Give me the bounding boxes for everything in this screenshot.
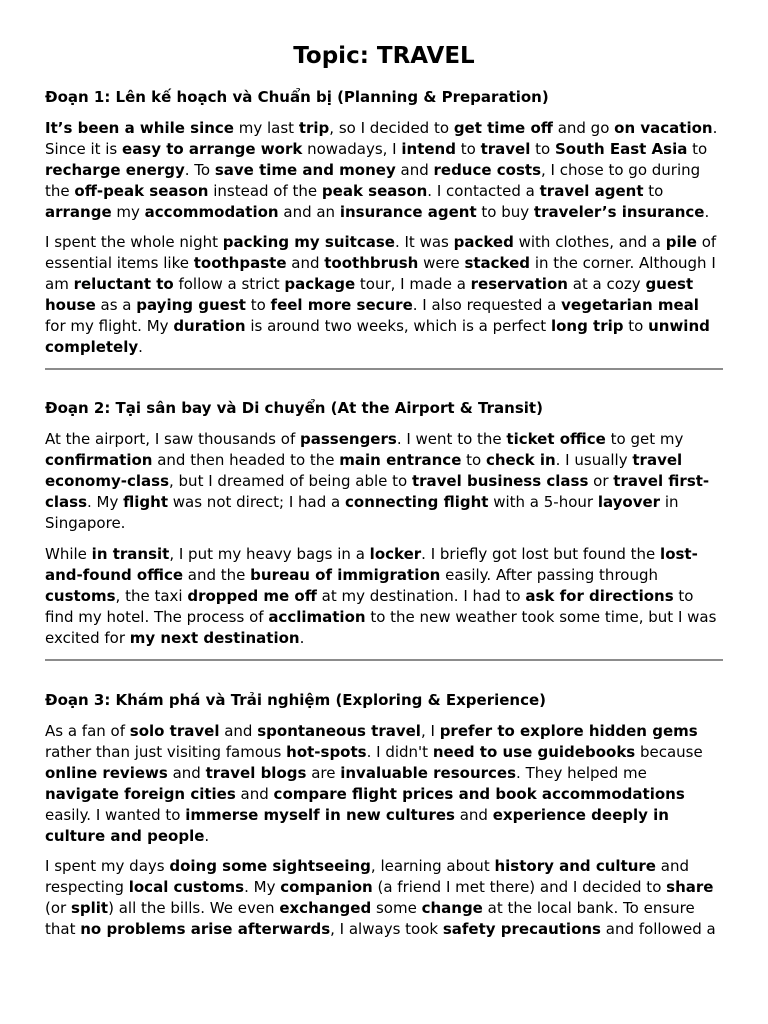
bold-term: travel first-class	[45, 472, 710, 511]
text-run: and	[235, 785, 274, 803]
bold-term: navigate foreign cities	[45, 785, 236, 803]
bold-term: peak season	[321, 182, 428, 200]
bold-term: my next destination	[129, 629, 300, 647]
bold-term: bureau of immigration	[250, 566, 441, 584]
bold-term: customs	[45, 587, 116, 605]
bold-term: lost-and-found office	[45, 545, 698, 584]
text-run: . I briefly got lost but found the	[421, 545, 661, 563]
bold-term: ask for directions	[525, 587, 674, 605]
text-run: of essential items like	[45, 233, 717, 272]
text-run: and followed a	[601, 920, 716, 938]
bold-term: paying guest	[136, 296, 246, 314]
text-run: in the corner. Although I am	[45, 254, 716, 293]
bold-term: travel agent	[539, 182, 644, 200]
text-run: . I didn't	[366, 743, 433, 761]
bold-term: off-peak season	[74, 182, 209, 200]
bold-term: travel business class	[411, 472, 589, 490]
section-divider	[45, 659, 723, 661]
text-run: to	[461, 451, 486, 469]
section-3	[45, 690, 723, 711]
bold-term: change	[421, 899, 483, 917]
bold-term: ticket office	[506, 430, 606, 448]
bold-term: local customs	[128, 878, 245, 896]
section-1-paragraph-2	[45, 232, 723, 358]
bold-term: save time and money	[214, 161, 396, 179]
section-3-paragraph-1	[45, 721, 723, 847]
bold-term: packing my suitcase	[222, 233, 395, 251]
bold-term: feel more secure	[270, 296, 413, 314]
bold-term: in transit	[91, 545, 170, 563]
bold-term: packed	[453, 233, 514, 251]
text-run: easily. I wanted to	[45, 806, 186, 824]
bold-term: main entrance	[339, 451, 462, 469]
text-run: I spent my days	[45, 857, 170, 875]
bold-term: duration	[173, 317, 246, 335]
text-run: instead of the	[208, 182, 322, 200]
bold-term: doing some sightseeing	[169, 857, 371, 875]
text-run: to	[455, 140, 481, 158]
bold-term: pile	[665, 233, 697, 251]
bold-term: solo travel	[129, 722, 220, 740]
text-run: to get my	[605, 430, 684, 448]
bold-term: get time off	[453, 119, 553, 137]
section-2-paragraph-1	[45, 429, 723, 534]
paragraph	[45, 232, 723, 358]
text-run: . It was	[394, 233, 454, 251]
bold-term: exchanged	[279, 899, 372, 917]
section-heading: Đoạn 3: Khám phá và Trải nghiệm (Exploring & Experience)	[45, 691, 547, 709]
bold-term: dropped me off	[187, 587, 317, 605]
bold-term: travel economy-class	[45, 451, 683, 490]
text-run: and	[167, 764, 206, 782]
text-run: to	[687, 140, 708, 158]
section-1-paragraph-1	[45, 118, 723, 223]
text-run: for my flight. My	[45, 317, 174, 335]
bold-term: online reviews	[45, 764, 168, 782]
bold-term: experience deeply in culture and people	[45, 806, 669, 845]
bold-term: immerse myself in new cultures	[185, 806, 455, 824]
text-run: , learning about	[370, 857, 495, 875]
text-run: and then headed to the	[152, 451, 340, 469]
text-run: and	[395, 161, 434, 179]
bold-term: connecting flight	[345, 493, 489, 511]
paragraph	[45, 856, 723, 940]
section-heading: Đoạn 1: Lên kế hoạch và Chuẩn bị (Planning & Preparation)	[45, 88, 549, 106]
bold-term: reservation	[470, 275, 568, 293]
text-run: , I always took	[330, 920, 443, 938]
section-divider	[45, 368, 723, 370]
text-run: my	[111, 203, 145, 221]
text-run: (or	[45, 899, 71, 917]
text-run: . To	[184, 161, 215, 179]
text-run: to find my hotel. The process of	[45, 587, 694, 626]
text-run: While	[45, 545, 92, 563]
bold-term: trip	[298, 119, 330, 137]
bold-term: intend	[401, 140, 456, 158]
bold-term: package	[284, 275, 356, 293]
text-run: ) all the bills. We even	[108, 899, 280, 917]
text-run: (a friend I met there) and I decided to	[372, 878, 667, 896]
text-run: to	[623, 317, 649, 335]
bold-term: locker	[369, 545, 422, 563]
section-heading: Đoạn 2: Tại sân bay và Di chuyển (At the Airport & Transit)	[45, 399, 543, 417]
text-run: . I contacted a	[427, 182, 540, 200]
text-run: .	[204, 827, 210, 845]
bold-term: no problems arise afterwards	[80, 920, 331, 938]
text-run: , I put my heavy bags in a	[169, 545, 370, 563]
text-run: , so I decided to	[329, 119, 454, 137]
text-run: . I also requested a	[412, 296, 562, 314]
text-run: rather than just visiting famous	[45, 743, 287, 761]
bold-term: layover	[597, 493, 661, 511]
text-run: .	[704, 203, 710, 221]
bold-term: on vacation	[614, 119, 713, 137]
text-run: , the taxi	[115, 587, 188, 605]
text-run: tour, I made a	[355, 275, 471, 293]
bold-term: recharge energy	[45, 161, 185, 179]
bold-term: stacked	[464, 254, 531, 272]
text-run: nowadays, I	[302, 140, 402, 158]
text-run: some	[371, 899, 422, 917]
text-run: with clothes, and a	[513, 233, 666, 251]
text-run: as a	[95, 296, 137, 314]
bold-term: It’s been a while since	[45, 119, 234, 137]
section-2	[45, 398, 723, 419]
bold-term: travel blogs	[205, 764, 307, 782]
text-run: , but I dreamed of being able to	[169, 472, 412, 490]
bold-term: easy to arrange work	[122, 140, 303, 158]
text-run: .	[299, 629, 305, 647]
bold-term: hot-spots	[286, 743, 367, 761]
paragraph	[45, 429, 723, 534]
text-run: , I	[420, 722, 440, 740]
text-run: to	[643, 182, 664, 200]
text-run: follow a strict	[173, 275, 285, 293]
text-run: .	[138, 338, 143, 356]
page-title: Topic: TRAVEL	[293, 43, 475, 69]
bold-term: insurance agent	[339, 203, 477, 221]
bold-term: arrange	[45, 203, 112, 221]
bold-term: reluctant to	[73, 275, 174, 293]
bold-term: unwind completely	[45, 317, 710, 356]
section-2-paragraph-2	[45, 544, 723, 649]
bold-term: safety precautions	[442, 920, 601, 938]
bold-term: acclimation	[268, 608, 366, 626]
bold-term: companion	[280, 878, 373, 896]
text-run: to the new weather took some time, but I was excited for	[45, 608, 717, 647]
text-run: . Since it is	[45, 119, 718, 158]
text-run: and go	[552, 119, 615, 137]
text-run: with a 5-hour	[488, 493, 598, 511]
bold-term: share	[666, 878, 714, 896]
text-run: At the airport, I saw thousands of	[45, 430, 300, 448]
text-run: to	[245, 296, 271, 314]
text-run: were	[418, 254, 465, 272]
bold-term: long trip	[550, 317, 624, 335]
paragraph	[45, 118, 723, 223]
bold-term: spontaneous travel	[257, 722, 421, 740]
bold-term: passengers	[300, 430, 397, 448]
text-run: at the local bank. To ensure that	[45, 899, 695, 938]
text-run: and	[286, 254, 325, 272]
text-run: to buy	[476, 203, 534, 221]
text-run: at a cozy	[567, 275, 646, 293]
text-run: . I usually	[555, 451, 633, 469]
text-run: to	[530, 140, 555, 158]
bold-term: compare flight prices and book accommodations	[273, 785, 685, 803]
text-run: and respecting	[45, 857, 689, 896]
bold-term: toothpaste	[193, 254, 287, 272]
bold-term: toothbrush	[324, 254, 419, 272]
bold-term: prefer to explore hidden gems	[439, 722, 698, 740]
bold-term: history and culture	[494, 857, 656, 875]
bold-term: reduce costs	[433, 161, 541, 179]
text-run: because	[635, 743, 703, 761]
bold-term: South East Asia	[554, 140, 688, 158]
paragraph	[45, 721, 723, 847]
bold-term: flight	[123, 493, 168, 511]
paragraph	[45, 544, 723, 649]
section-3-paragraph-2	[45, 856, 723, 940]
text-run: . They helped me	[516, 764, 647, 782]
text-run: in Singapore.	[45, 493, 679, 532]
bold-term: travel	[480, 140, 531, 158]
bold-term: split	[70, 899, 109, 917]
bold-term: confirmation	[45, 451, 153, 469]
text-run: and the	[183, 566, 251, 584]
text-run: and an	[278, 203, 340, 221]
text-run: are	[306, 764, 341, 782]
text-run: my last	[233, 119, 299, 137]
text-run: and	[219, 722, 258, 740]
bold-term: need to use guidebooks	[432, 743, 636, 761]
text-run: . I went to the	[396, 430, 507, 448]
bold-term: accommodation	[144, 203, 279, 221]
text-run: As a fan of	[45, 722, 130, 740]
text-run: . My	[87, 493, 124, 511]
text-run: was not direct; I had a	[168, 493, 345, 511]
text-run: or	[588, 472, 614, 490]
section-1	[45, 87, 723, 108]
text-run: , I chose to go during the	[45, 161, 701, 200]
text-run: I spent the whole night	[45, 233, 223, 251]
bold-term: traveler’s insurance	[533, 203, 705, 221]
text-run: and	[454, 806, 493, 824]
bold-term: guest house	[45, 275, 694, 314]
text-run: easily. After passing through	[440, 566, 658, 584]
text-run: is around two weeks, which is a perfect	[245, 317, 551, 335]
text-run: at my destination. I had to	[316, 587, 526, 605]
bold-term: invaluable resources	[340, 764, 517, 782]
text-run: . My	[244, 878, 281, 896]
bold-term: vegetarian meal	[561, 296, 699, 314]
bold-term: check in	[485, 451, 556, 469]
